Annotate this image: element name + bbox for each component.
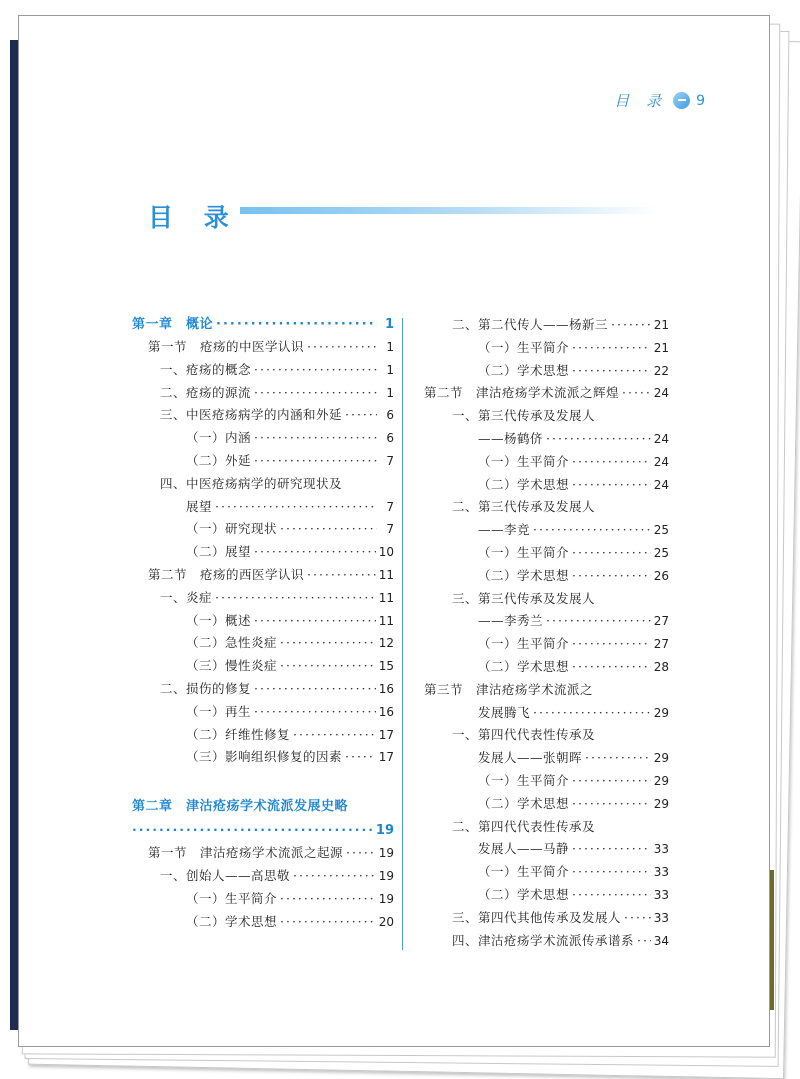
toc-page-number: 11 <box>378 613 394 628</box>
toc-entry <box>424 656 669 679</box>
toc-entry-title: 一、炎症 <box>160 589 213 605</box>
chapter-spacer <box>132 769 394 796</box>
toc-entry <box>424 770 669 793</box>
dot-leader <box>307 564 376 587</box>
running-head-title: 目 录 <box>614 92 668 110</box>
toc-left-column <box>132 314 394 933</box>
toc-entry-title: 第一节 疮疡的中医学认识 <box>148 339 305 354</box>
dot-leader <box>280 655 376 678</box>
toc-entry-title: 三、第三代传承及发展人 <box>452 590 596 606</box>
toc-entry-title: ——杨鹤侪 <box>478 430 544 446</box>
toc-entry-title: ——李竞 <box>478 522 531 538</box>
dot-leader <box>293 724 376 747</box>
toc-page-number: 11 <box>378 590 394 605</box>
dot-leader <box>280 518 377 541</box>
toc-entry-title: 发展人——张朝晖 <box>478 750 583 766</box>
dot-leader <box>572 884 651 907</box>
toc-entry <box>132 382 394 405</box>
toc-entry <box>424 907 669 930</box>
toc-page-number: 26 <box>653 568 669 583</box>
dot-leader <box>345 404 377 427</box>
toc-entry-title: （一）研究现状 <box>186 521 278 537</box>
dot-leader <box>572 360 651 383</box>
dot-leader <box>533 702 651 725</box>
dot-leader <box>611 314 651 337</box>
toc-entry <box>132 587 394 610</box>
toc-chapter-entry <box>132 314 394 336</box>
dot-leader <box>533 519 651 542</box>
toc-entry-title: 一、第三代传承及发展人 <box>452 408 596 424</box>
dot-leader <box>280 911 376 934</box>
toc-entry <box>132 610 394 633</box>
toc-entry-title: 二、第四代代表性传承及 <box>452 818 596 834</box>
toc-page-number: 11 <box>378 567 394 582</box>
toc-page-number: 7 <box>386 522 394 537</box>
toc-entry <box>424 314 669 337</box>
toc-entry-title: 发展人——马静 <box>478 841 570 857</box>
toc-page-number: 15 <box>378 659 394 674</box>
toc-entry-title: ——李秀兰 <box>478 613 544 629</box>
column-divider <box>402 318 403 950</box>
toc-page-number: 33 <box>653 887 669 902</box>
toc-page-number: 24 <box>653 477 669 492</box>
toc-entry-title: 二、第三代传承及发展人 <box>452 499 596 515</box>
toc-entry-title: （一）生平简介 <box>478 453 570 469</box>
toc-entry <box>132 678 394 701</box>
toc-entry-title: （二）展望 <box>186 544 252 560</box>
toc-chapter-entry <box>132 796 394 818</box>
toc-entry-title: 第二节 疮疡的西医学认识 <box>148 566 305 582</box>
toc-entry <box>132 518 394 541</box>
toc-entry <box>132 655 394 678</box>
dot-leader <box>345 746 376 769</box>
toc-page-number: 1 <box>386 340 394 354</box>
toc-page-number: 19 <box>378 846 394 861</box>
title-gradient-bar <box>240 207 660 214</box>
toc-entry <box>424 930 669 953</box>
toc-page-number: 16 <box>378 681 394 696</box>
toc-page-number: 10 <box>378 545 394 560</box>
toc-section-entry <box>132 336 394 359</box>
toc-page-number: 27 <box>653 614 669 629</box>
toc-entry-title: 四、津沽疮疡学术流派传承谱系 <box>452 932 635 948</box>
dot-leader <box>307 336 377 359</box>
toc-entry <box>424 793 669 816</box>
dot-leader <box>572 838 651 861</box>
dot-leader <box>254 701 376 724</box>
toc-page-number: 1 <box>386 362 394 377</box>
toc-entry <box>424 496 669 519</box>
toc-entry-title: （二）急性炎症 <box>186 635 278 651</box>
toc-section-entry <box>424 382 669 405</box>
dot-leader <box>132 818 372 842</box>
toc-entry-title: 第一章 概论 <box>132 317 214 332</box>
toc-entry <box>132 911 394 934</box>
dot-leader <box>254 382 377 405</box>
toc-entry-title: （一）生平简介 <box>478 772 570 788</box>
dot-leader <box>254 450 377 473</box>
dot-leader <box>572 565 651 588</box>
page-number: 9 <box>696 92 705 109</box>
toc-page-number: 6 <box>386 431 394 446</box>
toc-page-number: 1 <box>384 317 394 332</box>
toc-page-number: 20 <box>378 914 394 929</box>
toc-entry <box>424 838 669 861</box>
toc-entry-title: 四、中医疮疡病学的研究现状及 <box>160 475 343 491</box>
toc-entry-title: 二、损伤的修复 <box>160 680 252 696</box>
toc-page-number: 21 <box>653 318 669 332</box>
dot-leader <box>215 496 377 519</box>
toc-entry <box>132 496 394 519</box>
toc-entry-title: （二）学术思想 <box>186 913 278 929</box>
dot-leader <box>280 632 376 655</box>
toc-page-number: 6 <box>386 408 394 423</box>
toc-entry <box>132 746 394 769</box>
toc-entry <box>424 451 669 474</box>
toc-entry <box>132 404 394 427</box>
toc-page-number: 16 <box>378 704 394 719</box>
toc-entry <box>424 519 669 542</box>
dot-leader <box>546 610 651 633</box>
toc-entry-title: （二）学术思想 <box>478 795 570 811</box>
toc-entry <box>132 473 394 496</box>
toc-page-number: 29 <box>653 773 669 788</box>
toc-right-column <box>424 314 669 952</box>
toc-entry-title: 第二章 津沽疮疡学术流派发展史略 <box>132 799 349 815</box>
toc-entry-title: （三）影响组织修复的因素 <box>186 749 343 765</box>
toc-page-number: 24 <box>653 431 669 446</box>
toc-entry-title: 三、中医疮疡病学的内涵和外延 <box>160 407 343 423</box>
dot-leader <box>572 770 651 793</box>
toc-page-number: 25 <box>653 523 669 538</box>
toc-page-number: 7 <box>386 453 394 468</box>
dot-leader <box>637 930 651 953</box>
toc-entry <box>424 610 669 633</box>
toc-entry <box>424 565 669 588</box>
toc-page-number: 17 <box>378 750 394 765</box>
toc-entry-title: （一）生平简介 <box>478 544 570 560</box>
toc-page-number: 24 <box>653 386 669 401</box>
toc-page-number: 27 <box>653 637 669 652</box>
toc-page-number: 1 <box>386 385 394 400</box>
dot-leader <box>216 314 377 336</box>
toc-entry <box>424 337 669 360</box>
dot-leader <box>254 678 376 701</box>
toc-entry-title: 一、第四代代表性传承及 <box>452 727 596 743</box>
toc-page-number: 19 <box>378 868 394 883</box>
running-head <box>614 90 705 111</box>
toc-page-number: 25 <box>653 545 669 560</box>
toc-entry-title: （一）生平简介 <box>478 636 570 652</box>
toc-page-number: 29 <box>653 796 669 811</box>
toc-section-entry <box>424 679 669 702</box>
toc-chapter-continuation <box>132 818 394 842</box>
toc-entry-title: （二）学术思想 <box>478 886 570 902</box>
toc-page-number: 19 <box>375 823 394 839</box>
toc-entry-title: （二）纤维性修复 <box>186 726 291 742</box>
dot-leader <box>280 888 376 911</box>
toc-page-number: 12 <box>378 636 394 651</box>
toc-page-number: 33 <box>653 842 669 857</box>
toc-entry <box>132 632 394 655</box>
dot-leader <box>572 861 651 884</box>
dot-leader <box>293 865 376 888</box>
toc-entry <box>424 360 669 383</box>
toc-entry-title: 第三节 津沽疮疡学术流派之 <box>424 681 594 697</box>
toc-entry <box>132 888 394 911</box>
toc-page-number: 7 <box>386 499 394 514</box>
dot-leader <box>572 337 651 360</box>
toc-entry <box>132 541 394 564</box>
toc-entry-title: 发展腾飞 <box>478 704 531 720</box>
toc-entry-title: （一）生平简介 <box>478 864 570 880</box>
toc-entry-title: （一）概述 <box>186 612 252 628</box>
toc-entry-title: （二）学术思想 <box>478 476 570 492</box>
dot-leader <box>624 907 651 930</box>
toc-entry-title: （一）生平简介 <box>478 339 570 355</box>
toc-entry <box>424 884 669 907</box>
toc-entry <box>424 724 669 747</box>
toc-entry-title: 展望 <box>186 498 213 514</box>
toc-entry <box>132 724 394 747</box>
toc-entry-title: （二）外延 <box>186 452 252 468</box>
toc-entry <box>424 542 669 565</box>
toc-entry-title: 第二节 津沽疮疡学术流派之辉煌 <box>424 385 620 401</box>
toc-entry-title: （一）内涵 <box>186 430 252 446</box>
toc-section-entry <box>132 564 394 587</box>
toc-page-number: 29 <box>653 751 669 766</box>
toc-page-number: 17 <box>378 727 394 742</box>
toc-entry-title: 二、疮疡的源流 <box>160 384 252 400</box>
toc-page-number: 28 <box>653 659 669 674</box>
toc-entry <box>424 702 669 725</box>
dot-leader <box>254 610 376 633</box>
dot-leader <box>572 542 651 565</box>
toc-entry-title: （二）学术思想 <box>478 567 570 583</box>
toc-page-number: 21 <box>653 340 669 355</box>
toc-page-number: 33 <box>653 865 669 880</box>
toc-entry <box>424 633 669 656</box>
toc-entry <box>424 474 669 497</box>
toc-section-entry <box>132 842 394 865</box>
toc-entry-title: （二）学术思想 <box>478 362 570 378</box>
toc-entry <box>132 359 394 382</box>
toc-entry-title: （三）慢性炎症 <box>186 658 278 674</box>
toc-entry <box>424 861 669 884</box>
toc-entry-title: （一）再生 <box>186 703 252 719</box>
toc-entry-title: （二）学术思想 <box>478 658 570 674</box>
toc-entry-title: 二、第二代传人——杨新三 <box>452 317 609 332</box>
toc-entry <box>132 701 394 724</box>
toc-entry <box>424 405 669 428</box>
dot-leader <box>546 428 651 451</box>
toc-entry <box>132 427 394 450</box>
dot-leader <box>215 587 376 610</box>
toc-entry <box>132 450 394 473</box>
toc-page-number: 24 <box>653 454 669 469</box>
dot-leader <box>572 451 651 474</box>
dot-leader <box>254 359 377 382</box>
toc-page-number: 22 <box>653 363 669 378</box>
dot-leader <box>254 541 376 564</box>
toc-entry <box>424 816 669 839</box>
dot-leader <box>622 382 651 405</box>
toc-entry <box>424 588 669 611</box>
toc-entry <box>132 865 394 888</box>
dot-leader <box>346 842 376 865</box>
toc-entry <box>424 747 669 770</box>
dot-leader <box>254 427 377 450</box>
dot-leader <box>572 474 651 497</box>
page-title: 目 录 <box>148 203 240 232</box>
dot-leader <box>585 747 651 770</box>
toc-entry <box>424 428 669 451</box>
toc-entry-title: 三、第四代其他传承及发展人 <box>452 909 622 925</box>
arrow-circle-icon <box>673 92 690 109</box>
toc-entry-title: （一）生平简介 <box>186 890 278 906</box>
toc-page-number: 19 <box>378 891 394 906</box>
dot-leader <box>572 793 651 816</box>
toc-entry-title: 一、创始人——高思敬 <box>160 867 291 883</box>
dot-leader <box>572 633 651 656</box>
dot-leader <box>572 656 651 679</box>
toc-entry-title: 第一节 津沽疮疡学术流派之起源 <box>148 845 344 861</box>
toc-page-number: 34 <box>653 933 669 948</box>
toc-page-number: 29 <box>653 705 669 720</box>
toc-entry-title: 一、疮疡的概念 <box>160 361 252 377</box>
toc-page-number: 33 <box>653 910 669 925</box>
